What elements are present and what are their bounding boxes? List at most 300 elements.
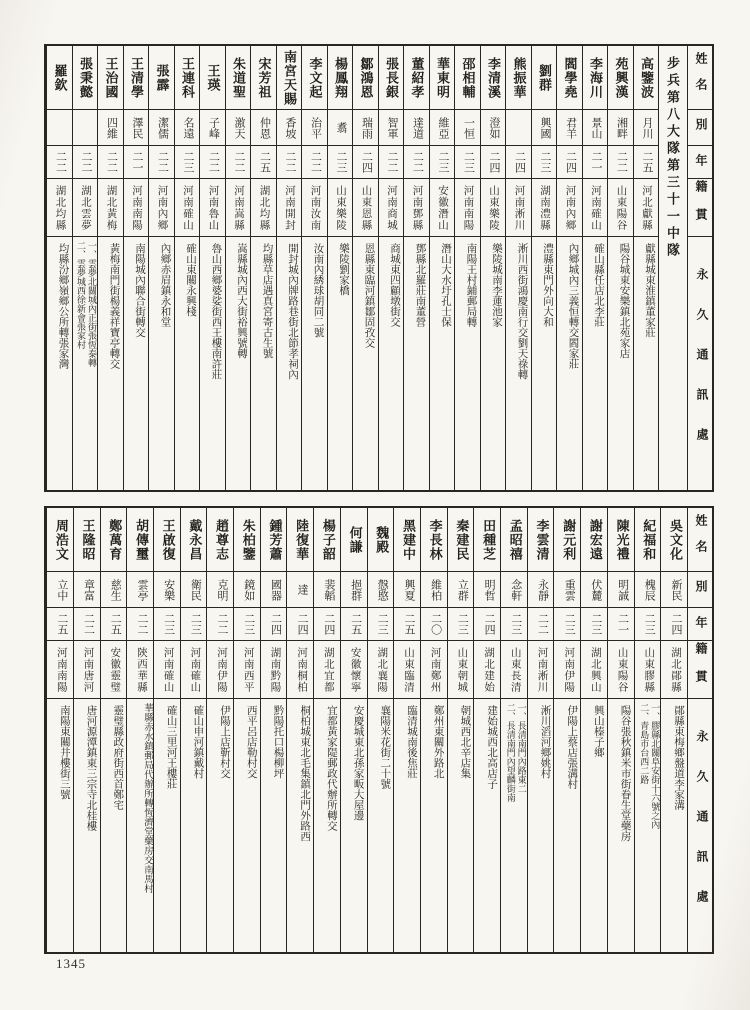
person-name: 鄒鴻恩 (353, 46, 378, 110)
person-alias: 慈生 (101, 572, 127, 608)
person-name: 李雲清 (528, 508, 554, 572)
person-alias: 治平 (302, 110, 327, 146)
person-age: 二三 (175, 146, 200, 179)
person-column (553, 508, 580, 952)
address-line: 二、雲夢城西徐新會張家村 (76, 241, 86, 349)
person-column (148, 46, 174, 490)
unit-title-column (658, 46, 687, 490)
person-alias: 挹群 (341, 572, 367, 608)
person-column (250, 46, 276, 490)
person-origin: 山東膠縣 (635, 641, 661, 699)
person-age: 二二 (73, 146, 98, 179)
person-alias: 新民 (661, 572, 687, 608)
person-age: 二四 (474, 608, 500, 641)
person-column (46, 46, 72, 490)
person-address: 商城東四顧墩街交 (389, 243, 400, 327)
person-origin: 湖北黃梅 (98, 179, 123, 237)
person-alias: 景山 (583, 110, 608, 146)
person-name: 董紹孝 (404, 46, 429, 110)
person-address: 黔陽托口楊柳坪 (272, 705, 284, 779)
person-age: 二三 (430, 146, 455, 179)
person-age: 二二 (127, 608, 153, 641)
person-name: 朱柏鑒 (234, 508, 260, 572)
page-number: 1345 (56, 956, 86, 971)
person-alias: 君羊 (557, 110, 582, 146)
person-origin: 河南唐河 (74, 641, 100, 699)
person-age: 二五 (341, 608, 367, 641)
person-name: 劉群 (532, 46, 557, 110)
person-name: 陸復華 (287, 508, 313, 572)
person-address: 獻縣城東淮鎮董家莊 (644, 243, 655, 338)
person-name: 紀福和 (635, 508, 661, 572)
person-age: 二二 (200, 146, 225, 179)
person-column (633, 46, 659, 490)
person-origin: 湖北興山 (581, 641, 607, 699)
person-address: 陽谷張秋鎮米市街眷生堂藥房 (619, 705, 631, 842)
person-origin: 河南桐柏 (287, 641, 313, 699)
unit-title: 步兵第八大隊第三十一中隊 (665, 56, 680, 260)
roster-table-bottom (44, 506, 714, 954)
person-name: 朱道聖 (226, 46, 251, 110)
person-name: 孟昭禧 (501, 508, 527, 572)
person-origin: 河南西平 (234, 641, 260, 699)
person-address: 確山縣任店北李莊 (593, 243, 604, 327)
person-address: 嵩縣城內西大街裕興號轉 (236, 243, 247, 359)
person-column (403, 46, 429, 490)
person-origin: 河南汝南 (302, 179, 327, 237)
person-column (276, 46, 302, 490)
person-age: 二二 (404, 146, 429, 179)
person-column (473, 508, 500, 952)
person-alias: 伏麓 (581, 572, 607, 608)
person-origin: 河南淅川 (506, 179, 531, 237)
person-column (634, 508, 661, 952)
person-origin: 河南鄧縣 (404, 179, 429, 237)
person-age: 二二 (149, 146, 174, 179)
person-age: 二二 (47, 146, 72, 179)
person-column (378, 46, 404, 490)
person-address: 黃梅南門街楊義祥寶亭轉交 (108, 243, 120, 369)
person-name: 趙尊志 (207, 508, 233, 572)
person-name: 王瑛 (200, 46, 225, 110)
person-age: 二二 (226, 146, 251, 179)
person-name: 王連科 (175, 46, 200, 110)
person-name: 田種芝 (474, 508, 500, 572)
person-age: 二二 (608, 146, 633, 179)
person-age: 二三 (501, 608, 527, 641)
person-origin: 湖北建始 (474, 641, 500, 699)
person-name: 閻學堯 (557, 46, 582, 110)
person-origin: 陝西華縣 (127, 641, 153, 699)
person-alias: 立群 (448, 572, 474, 608)
person-alias: 鏡如 (234, 572, 260, 608)
person-origin: 河南淅川 (528, 641, 554, 699)
person-age: 二五 (47, 608, 73, 641)
person-address: 南陽王村鋪郵局轉 (465, 243, 477, 327)
person-age: 二四 (481, 146, 506, 179)
person-origin: 湖北襄陽 (368, 641, 394, 699)
person-column (286, 508, 313, 952)
person-origin: 河南鄭州 (421, 641, 447, 699)
person-origin: 河南確山 (175, 179, 200, 237)
person-column (72, 46, 98, 490)
person-name: 華東明 (430, 46, 455, 110)
person-origin: 河南確山 (181, 641, 207, 699)
person-name: 高鑒波 (634, 46, 659, 110)
column-header-alias: 別 (688, 572, 712, 608)
person-alias: 重雲 (554, 572, 580, 608)
person-address: 臨清城南後焦莊 (405, 705, 417, 779)
person-alias: 立中 (47, 572, 73, 608)
person-name: 張長銀 (379, 46, 404, 110)
person-address: 淅川滔河鄉姚村 (539, 705, 551, 779)
person-origin: 湖北均縣 (251, 179, 276, 237)
person-alias: 裴韜 (314, 572, 340, 608)
person-alias: 名遠 (175, 110, 200, 146)
person-name: 王啟復 (154, 508, 180, 572)
person-alias: 維柏 (421, 572, 447, 608)
person-alias: 澄如 (481, 110, 506, 146)
person-name: 王清學 (124, 46, 149, 110)
person-name: 鄭萬育 (101, 508, 127, 572)
person-age: 二二 (379, 146, 404, 179)
person-column (447, 508, 474, 952)
person-origin: 山東朝城 (448, 641, 474, 699)
person-alias: 維亞 (430, 110, 455, 146)
person-name: 李長林 (421, 508, 447, 572)
person-origin: 河南確山 (583, 179, 608, 237)
person-alias: 槐辰 (635, 572, 661, 608)
person-name: 何謙 (341, 508, 367, 572)
person-name: 李文起 (302, 46, 327, 110)
person-name: 宋芳祖 (251, 46, 276, 110)
person-age: 二三 (532, 146, 557, 179)
person-address: 樂陵城南李蓮池家 (491, 243, 502, 327)
person-alias: 明哲 (474, 572, 500, 608)
person-alias: 一恒 (455, 110, 480, 146)
person-address: 確山三里河王樓莊 (165, 705, 177, 789)
person-origin: 山東樂陵 (328, 179, 353, 237)
person-column (454, 46, 480, 490)
person-alias: 安樂 (154, 572, 180, 608)
person-address: 西平呂店勒村交 (245, 705, 257, 779)
person-age: 二四 (261, 608, 287, 641)
person-address: 唐河源潭鎮東三宗寺北桂樓 (85, 705, 97, 831)
person-origin: 湖南澧縣 (532, 179, 557, 237)
address-line: 一、長清南門內路東二 (516, 703, 527, 793)
person-address: 宜都黃家隄郵政代辦所轉交 (325, 705, 337, 831)
person-alias: 瑞雨 (353, 110, 378, 146)
person-origin: 河南魯山 (200, 179, 225, 237)
person-age: 二四 (661, 608, 687, 641)
person-column (327, 46, 353, 490)
field-labels-column (687, 508, 712, 952)
person-address: 襄陽米花街二十號 (379, 705, 391, 789)
person-name: 黑建中 (394, 508, 420, 572)
person-column (199, 46, 225, 490)
person-alias: 潔儒 (149, 110, 174, 146)
column-header-age: 年 (688, 146, 712, 179)
person-origin: 山東陽谷 (608, 179, 633, 237)
person-age: 二四 (353, 146, 378, 179)
person-address: 開封城內牌路巷街北節孝祠內 (287, 243, 298, 380)
person-name: 秦建民 (448, 508, 474, 572)
person-origin: 安徽潛山 (430, 179, 455, 237)
person-alias: 激天 (226, 110, 251, 146)
person-age: 二三 (368, 608, 394, 641)
person-alias: 章富 (74, 572, 100, 608)
person-name: 戴永昌 (181, 508, 207, 572)
person-origin: 河南開封 (277, 179, 302, 237)
person-age: 二一 (124, 146, 149, 179)
person-origin: 湖北宜都 (314, 641, 340, 699)
person-column (180, 508, 207, 952)
person-alias: 智軍 (379, 110, 404, 146)
person-address: 興山榛子鄉 (592, 705, 604, 758)
person-age: 二三 (181, 608, 207, 641)
person-name: 李海川 (583, 46, 608, 110)
person-age: 二五 (634, 146, 659, 179)
person-origin: 河南伊陽 (207, 641, 233, 699)
person-alias: 澤民 (124, 110, 149, 146)
person-address: 均縣草店遇真宮寄古生號 (261, 243, 273, 359)
address-line: 一、膠縣北關阜安街十六號之內 (650, 703, 661, 829)
person-column (126, 508, 153, 952)
person-origin: 河南南陽 (455, 179, 480, 237)
person-address (501, 699, 527, 952)
person-age: 二二 (277, 146, 302, 179)
person-column (352, 46, 378, 490)
person-address: 伊陽上蔡店張溝村 (566, 705, 578, 789)
person-origin: 河南伊陽 (554, 641, 580, 699)
person-column (100, 508, 127, 952)
person-origin: 河南南陽 (47, 641, 73, 699)
person-age: 二三 (635, 608, 661, 641)
person-column (73, 508, 100, 952)
person-age: 二〇 (421, 608, 447, 641)
person-address: 內鄉城內三義恒轉交閻家莊 (567, 243, 579, 369)
person-column (206, 508, 233, 952)
person-name: 陳光禮 (608, 508, 634, 572)
person-address: 確山申河鎮戴村 (192, 705, 204, 779)
person-name: 王治國 (98, 46, 123, 110)
person-column (97, 46, 123, 490)
person-age: 二四 (557, 146, 582, 179)
column-header-origin: 籍貫 (688, 641, 712, 699)
person-column (607, 508, 634, 952)
column-header-name: 姓名 (688, 508, 712, 572)
person-address: 鄭州東關外路北 (432, 705, 444, 779)
person-column (174, 46, 200, 490)
person-age: 二四 (314, 608, 340, 641)
person-alias: 衛民 (181, 572, 207, 608)
person-age: 二二 (98, 146, 123, 179)
person-column (660, 508, 687, 952)
person-address: 伊陽上店靳村交 (219, 705, 231, 779)
person-address: 南陽城內聯合街轉交 (134, 243, 145, 338)
person-name: 鍾芳蕭 (261, 508, 287, 572)
person-name: 謝宏遠 (581, 508, 607, 572)
person-age: 二一 (583, 146, 608, 179)
column-header-alias: 別 (688, 110, 712, 146)
person-age: 二二 (74, 608, 100, 641)
person-address: 確山東關永興棧 (185, 243, 196, 317)
person-address (635, 699, 661, 952)
person-name: 張霹 (149, 46, 174, 110)
field-labels-column (687, 46, 712, 490)
person-origin: 湖北均縣 (47, 179, 72, 237)
person-origin: 湖南黔陽 (261, 641, 287, 699)
person-origin: 河南嵩縣 (226, 179, 251, 237)
person-origin: 河南確山 (154, 641, 180, 699)
address-line: 二、長清南門內望麟街南 (505, 703, 516, 802)
person-address: 魯山西鄉婆娑街西王樓南許莊 (210, 243, 222, 380)
person-address: 汝南內綉球胡同二號 (312, 243, 324, 338)
person-column (556, 46, 582, 490)
person-alias: 湘畔 (608, 110, 633, 146)
person-name: 楊子韶 (314, 508, 340, 572)
person-address: 靈璧縣政府街西首鄭宅 (112, 705, 124, 810)
address-line: 二、青島市台西二路 (639, 703, 650, 784)
person-column (153, 508, 180, 952)
person-alias (506, 110, 531, 146)
person-column (582, 46, 608, 490)
person-column (500, 508, 527, 952)
person-age: 二三 (554, 608, 580, 641)
person-column (301, 46, 327, 490)
person-column (123, 46, 149, 490)
person-origin: 山東樂陵 (481, 179, 506, 237)
person-address: 淅川西街鴻慶南行交劉天祿轉 (516, 243, 528, 380)
person-address (73, 237, 98, 490)
person-name: 張秉懿 (73, 46, 98, 110)
person-column (260, 508, 287, 952)
person-age: 二三 (154, 608, 180, 641)
person-alias: 國器 (261, 572, 287, 608)
person-column (393, 508, 420, 952)
person-name: 南宮天賜 (277, 46, 302, 110)
column-header-address: 永久通訊處 (695, 267, 709, 468)
person-name: 苑興漢 (608, 46, 633, 110)
person-alias (73, 110, 98, 146)
person-address: 陽谷城東安樂鎮北苑家店 (618, 243, 630, 359)
person-alias: 仲恩 (251, 110, 276, 146)
person-address: 鄧縣北羅莊南董營 (414, 243, 426, 327)
person-address: 華縣赤水鎮郵局代辦所轉恆濟堂藥房交南馬村 (141, 703, 152, 893)
person-address: 建始城西北高店子 (486, 705, 498, 789)
person-name: 魏殿 (368, 508, 394, 572)
person-alias: 明誠 (608, 572, 634, 608)
person-alias: 永靜 (528, 572, 554, 608)
column-header-name: 姓名 (688, 46, 712, 110)
column-header-address: 永久通訊處 (695, 729, 709, 930)
person-column (46, 508, 73, 952)
person-name: 楊鳳翔 (328, 46, 353, 110)
person-alias: 雲亭 (127, 572, 153, 608)
address-line: 一、雲夢北關城內正街張恆泰轉 (87, 241, 97, 367)
person-address: 均縣汾鄉嶺鄉公所轉張家灣 (57, 243, 69, 369)
person-origin: 安徽靈璧 (101, 641, 127, 699)
person-alias: 達道 (404, 110, 429, 146)
person-alias: 興國 (532, 110, 557, 146)
person-origin: 山東陽谷 (608, 641, 634, 699)
person-alias: 四維 (98, 110, 123, 146)
person-address: 安慶城東北孫家畈大屋邊 (352, 705, 364, 821)
person-origin: 山東臨清 (394, 641, 420, 699)
person-age: 二三 (448, 608, 474, 641)
person-age: 二三 (455, 146, 480, 179)
person-address: 朝城西北辛店集 (459, 705, 471, 779)
person-address: 樂陵劉家橋 (338, 243, 349, 296)
person-origin: 山東長清 (501, 641, 527, 699)
person-age: 二五 (394, 608, 420, 641)
person-origin: 河北獻縣 (634, 179, 659, 237)
person-origin: 河南內鄉 (149, 179, 174, 237)
person-name: 謝元利 (554, 508, 580, 572)
column-header-origin: 籍貫 (688, 179, 712, 237)
person-column (429, 46, 455, 490)
person-address: 恩縣東臨河鎮鄒固孜交 (363, 243, 375, 348)
person-address: 澧縣東門外向大和 (542, 243, 553, 327)
person-age: 二四 (506, 146, 531, 179)
person-origin: 河南內鄉 (557, 179, 582, 237)
person-alias: 子峰 (200, 110, 225, 146)
person-column (607, 46, 633, 490)
person-age: 二五 (251, 146, 276, 179)
person-alias (47, 110, 72, 146)
person-name: 周浩文 (47, 508, 73, 572)
person-age: 二二 (207, 608, 233, 641)
person-name: 邵相輔 (455, 46, 480, 110)
person-address: 潛山大水圩孔士保 (440, 243, 451, 327)
person-age: 二三 (581, 608, 607, 641)
person-age: 二三 (328, 146, 353, 179)
person-alias: 克明 (207, 572, 233, 608)
person-origin: 湖北雲夢 (73, 179, 98, 237)
person-alias: 念軒 (501, 572, 527, 608)
person-column (505, 46, 531, 490)
person-alias: 興夏 (394, 572, 420, 608)
person-address: 內鄉赤眉鎮永和堂 (159, 243, 171, 327)
person-name: 王隆昭 (74, 508, 100, 572)
person-name: 熊振華 (506, 46, 531, 110)
person-name: 李清溪 (481, 46, 506, 110)
person-address: 南陽東關井樓街三號 (58, 705, 70, 800)
person-column (480, 46, 506, 490)
person-age: 二二 (528, 608, 554, 641)
column-header-age: 年 (688, 608, 712, 641)
person-column (313, 508, 340, 952)
person-column (367, 508, 394, 952)
person-column (527, 508, 554, 952)
person-alias: 月川 (634, 110, 659, 146)
person-origin: 河南商城 (379, 179, 404, 237)
person-name: 胡傳璽 (127, 508, 153, 572)
person-address: 鄖縣東梅鄉盤道李家溝 (673, 705, 684, 810)
person-column (340, 508, 367, 952)
person-column (233, 508, 260, 952)
person-age: 二二 (302, 146, 327, 179)
person-address: 桐柏城東北毛集鎮北門外路西 (299, 705, 311, 842)
roster-table-top (44, 44, 714, 492)
person-column (531, 46, 557, 490)
person-name: 吳文化 (661, 508, 687, 572)
person-origin: 山東恩縣 (353, 179, 378, 237)
person-origin: 湖北鄖縣 (661, 641, 687, 699)
person-origin: 河南南陽 (124, 179, 149, 237)
person-alias: 達 (287, 572, 313, 608)
person-column (580, 508, 607, 952)
